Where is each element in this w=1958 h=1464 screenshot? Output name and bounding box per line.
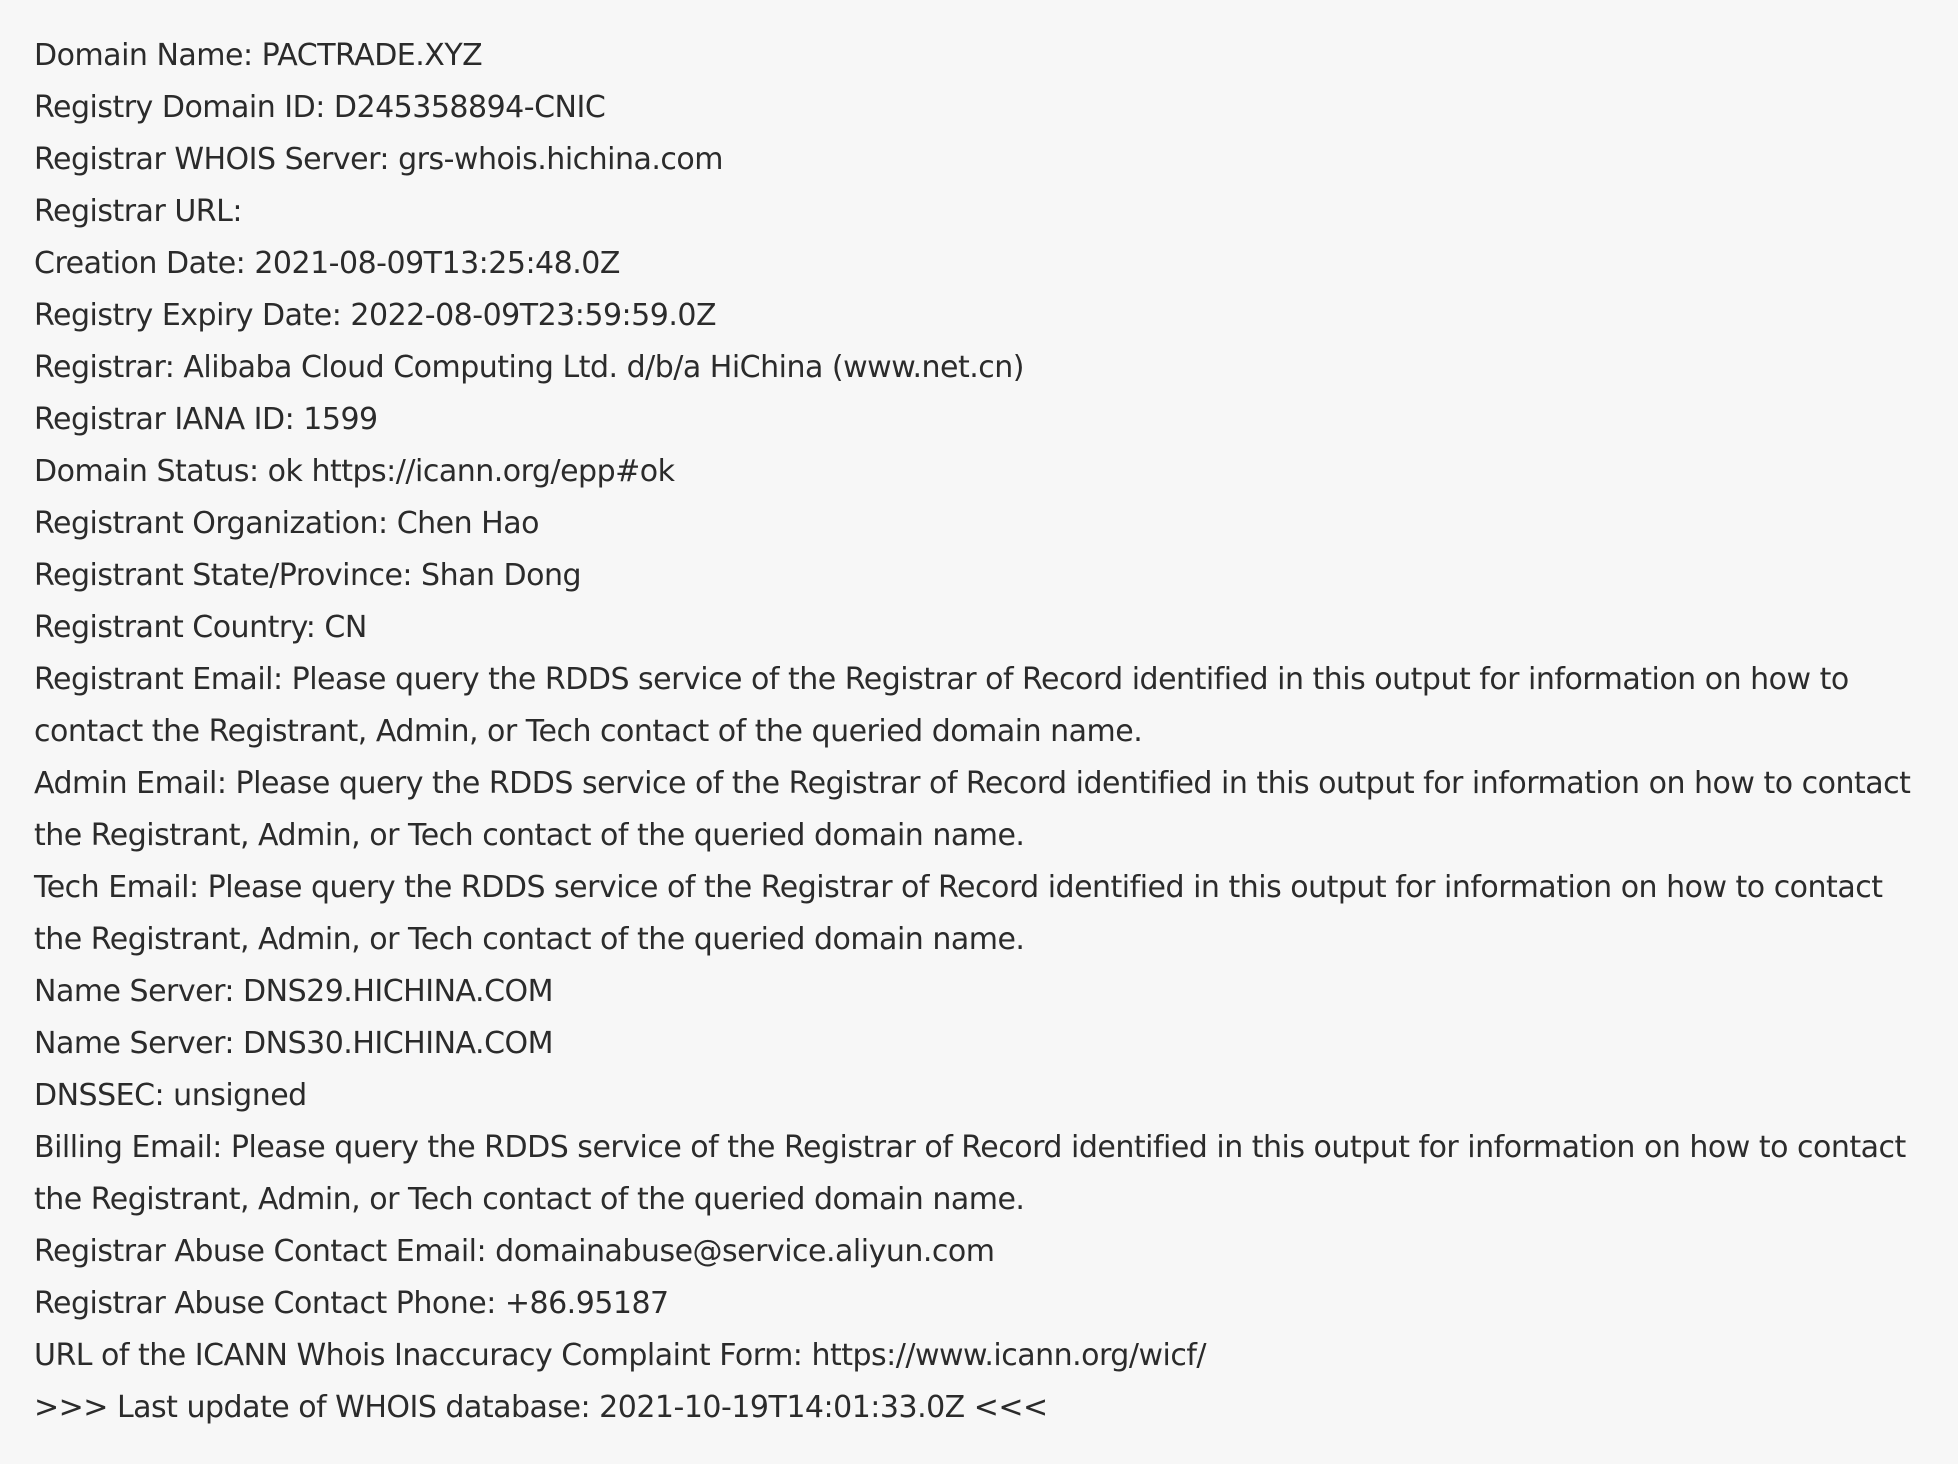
registrar-iana-id-line: Registrar IANA ID: 1599 [34,402,378,437]
registrar-url-line: Registrar URL: [34,194,242,229]
domain-status-line: Domain Status: ok https://icann.org/epp#ok [34,454,675,489]
abuse-phone-line: Registrar Abuse Contact Phone: +86.95187 [34,1286,669,1321]
registrant-country-line: Registrant Country: CN [34,610,367,645]
creation-date-line: Creation Date: 2021-08-09T13:25:48.0Z [34,246,620,281]
registry-expiry-date-line: Registry Expiry Date: 2022-08-09T23:59:59.0Z [34,298,716,333]
admin-email-line: Admin Email: Please query the RDDS service of the Registrar of Record identified in this output for information on how to contact the Registrant, Admin, or Tech contact of the queried domain name. [34,766,1911,853]
domain-name-line: Domain Name: PACTRADE.XYZ [34,38,483,73]
registrar-line: Registrar: Alibaba Cloud Computing Ltd. d/b/a HiChina (www.net.cn) [34,350,1024,385]
registrant-email-line: Registrant Email: Please query the RDDS service of the Registrar of Record identified in this output for information on how to contact the Registrant, Admin, or Tech contact of the queried domain name. [34,662,1849,749]
name-server-line-1: Name Server: DNS29.HICHINA.COM [34,974,554,1009]
last-update-line: >>> Last update of WHOIS database: 2021-10-19T14:01:33.0Z <<< [34,1390,1048,1425]
icann-complaint-form-line: URL of the ICANN Whois Inaccuracy Complaint Form: https://www.icann.org/wicf/ [34,1338,1206,1373]
registry-domain-id-line: Registry Domain ID: D245358894-CNIC [34,90,606,125]
dnssec-line: DNSSEC: unsigned [34,1078,307,1113]
registrar-whois-server-line: Registrar WHOIS Server: grs-whois.hichina.com [34,142,724,177]
registrant-organization-line: Registrant Organization: Chen Hao [34,506,539,541]
tech-email-line: Tech Email: Please query the RDDS service of the Registrar of Record identified in this output for information on how to contact the Registrant, Admin, or Tech contact of the queried domain name. [34,870,1883,957]
abuse-email-line: Registrar Abuse Contact Email: domainabuse@service.aliyun.com [34,1234,995,1269]
registrant-state-line: Registrant State/Province: Shan Dong [34,558,582,593]
billing-email-line: Billing Email: Please query the RDDS service of the Registrar of Record identified in this output for information on how to contact the Registrant, Admin, or Tech contact of the queried domain name. [34,1130,1906,1217]
name-server-line-2: Name Server: DNS30.HICHINA.COM [34,1026,554,1061]
